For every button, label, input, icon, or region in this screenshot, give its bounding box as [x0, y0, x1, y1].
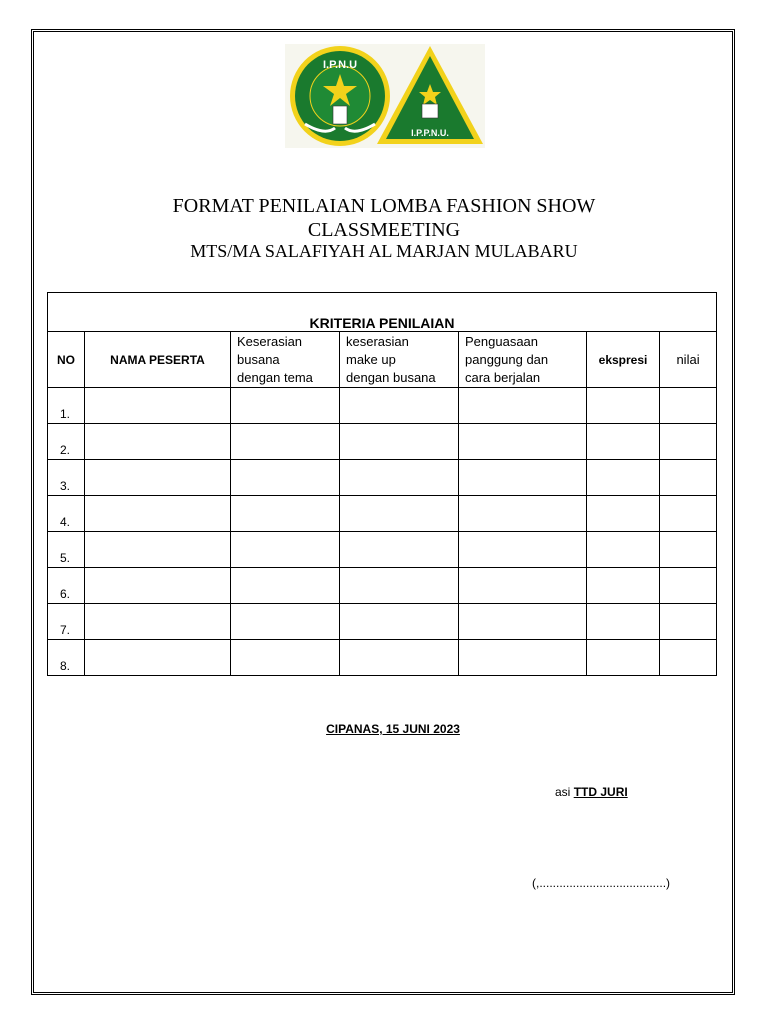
col-label-line: make up	[346, 351, 396, 367]
cell-nama[interactable]	[85, 568, 231, 604]
cell-penguasaan[interactable]	[459, 496, 587, 532]
ippnu-emblem-text: I.P.P.N.U.	[411, 128, 449, 138]
cell-nama[interactable]	[85, 460, 231, 496]
cell-nilai[interactable]	[660, 460, 717, 496]
organization-logos	[285, 44, 485, 148]
cell-penguasaan[interactable]	[459, 568, 587, 604]
book-icon	[422, 104, 438, 118]
table-row	[48, 532, 717, 568]
cell-nilai[interactable]	[660, 496, 717, 532]
col-label-line: Penguasaan	[465, 333, 539, 349]
col-label-line: keserasian	[346, 333, 409, 349]
book-icon	[333, 106, 347, 124]
cell-keserasian-makeup[interactable]	[340, 460, 459, 496]
col-label-line: cara berjalan	[465, 369, 541, 385]
cell-keserasian-makeup[interactable]	[340, 568, 459, 604]
ipnu-emblem-text: I.P.N.U	[322, 59, 358, 71]
col-label-line: dengan tema	[237, 369, 313, 385]
signature-line: (,......................................)	[532, 876, 671, 890]
cell-keserasian-busana[interactable]	[231, 568, 340, 604]
ttd-prefix: asi	[555, 785, 571, 799]
table-row	[48, 424, 717, 460]
cell-nama[interactable]	[85, 388, 231, 424]
cell-keserasian-makeup[interactable]	[340, 532, 459, 568]
col-label-line: panggung dan	[465, 351, 549, 367]
criteria-header-row	[48, 293, 717, 332]
table-row	[48, 640, 717, 676]
form-subtitle: CLASSMEETING	[307, 219, 461, 241]
cell-nilai[interactable]	[660, 604, 717, 640]
col-label-line: dengan busana	[346, 369, 436, 385]
judge-signature-label	[555, 785, 628, 799]
cell-ekspresi[interactable]	[587, 388, 660, 424]
cell-nama[interactable]	[85, 424, 231, 460]
ttd-juri: TTD JURI	[573, 785, 628, 799]
col-nama-peserta: NAMA PESERTA	[85, 332, 231, 388]
col-no: NO	[48, 332, 85, 388]
cell-no: 7.	[48, 604, 85, 640]
cell-penguasaan[interactable]	[459, 640, 587, 676]
table-row	[48, 604, 717, 640]
cell-penguasaan[interactable]	[459, 388, 587, 424]
cell-keserasian-makeup[interactable]	[340, 640, 459, 676]
form-title: FORMAT PENILAIAN LOMBA FASHION SHOW	[172, 195, 596, 217]
cell-ekspresi[interactable]	[587, 424, 660, 460]
cell-nilai[interactable]	[660, 388, 717, 424]
place-date: CIPANAS, 15 JUNI 2023	[326, 722, 460, 736]
cell-keserasian-busana[interactable]	[231, 640, 340, 676]
cell-nama[interactable]	[85, 496, 231, 532]
col-keserasian-makeup	[340, 332, 459, 388]
cell-nama[interactable]	[85, 640, 231, 676]
cell-ekspresi[interactable]	[587, 460, 660, 496]
table-row	[48, 460, 717, 496]
ipnu-emblem	[290, 46, 390, 146]
col-ekspresi: ekspresi	[587, 332, 660, 388]
scoring-table	[47, 292, 717, 676]
cell-keserasian-busana[interactable]	[231, 496, 340, 532]
cell-nilai[interactable]	[660, 568, 717, 604]
col-penguasaan-panggung	[459, 332, 587, 388]
column-header-row	[48, 332, 717, 388]
col-keserasian-busana	[231, 332, 340, 388]
cell-keserasian-busana[interactable]	[231, 460, 340, 496]
school-name: MTS/MA SALAFIYAH AL MARJAN MULABARU	[190, 241, 578, 261]
cell-keserasian-makeup[interactable]	[340, 424, 459, 460]
table-row	[48, 388, 717, 424]
cell-ekspresi[interactable]	[587, 640, 660, 676]
cell-no: 3.	[48, 460, 85, 496]
table-row	[48, 496, 717, 532]
col-label-line: busana	[237, 351, 280, 367]
cell-nilai[interactable]	[660, 424, 717, 460]
cell-ekspresi[interactable]	[587, 568, 660, 604]
cell-nilai[interactable]	[660, 532, 717, 568]
cell-penguasaan[interactable]	[459, 604, 587, 640]
cell-no: 8.	[48, 640, 85, 676]
cell-keserasian-makeup[interactable]	[340, 388, 459, 424]
criteria-heading: KRITERIA PENILAIAN	[48, 293, 717, 332]
cell-no: 2.	[48, 424, 85, 460]
cell-ekspresi[interactable]	[587, 532, 660, 568]
cell-no: 6.	[48, 568, 85, 604]
cell-keserasian-busana[interactable]	[231, 604, 340, 640]
cell-keserasian-makeup[interactable]	[340, 604, 459, 640]
cell-keserasian-makeup[interactable]	[340, 496, 459, 532]
cell-nama[interactable]	[85, 604, 231, 640]
col-label-line: Keserasian	[237, 333, 303, 349]
cell-no: 1.	[48, 388, 85, 424]
cell-nilai[interactable]	[660, 640, 717, 676]
cell-penguasaan[interactable]	[459, 424, 587, 460]
cell-no: 5.	[48, 532, 85, 568]
cell-ekspresi[interactable]	[587, 496, 660, 532]
cell-no: 4.	[48, 496, 85, 532]
cell-keserasian-busana[interactable]	[231, 388, 340, 424]
col-nilai: nilai	[660, 332, 717, 388]
cell-penguasaan[interactable]	[459, 460, 587, 496]
cell-ekspresi[interactable]	[587, 604, 660, 640]
table-row	[48, 568, 717, 604]
cell-keserasian-busana[interactable]	[231, 424, 340, 460]
cell-nama[interactable]	[85, 532, 231, 568]
cell-keserasian-busana[interactable]	[231, 532, 340, 568]
cell-penguasaan[interactable]	[459, 532, 587, 568]
